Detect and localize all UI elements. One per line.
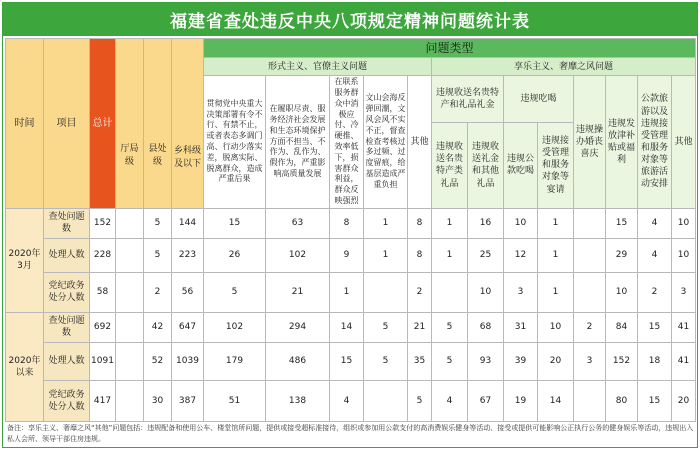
header-level-xiang (172, 39, 204, 209)
cell-value: 84 (606, 312, 638, 342)
table-row (6, 272, 696, 312)
cell-value: 5 (432, 312, 468, 342)
statistics-table-panel (2, 2, 698, 448)
header-hedonism-col-travel: 公款旅游以及违规接受管理和服务对象等旅游活动安排 (638, 76, 672, 209)
header-formalism-group: 形式主义、官僚主义问题 (204, 58, 432, 76)
header-hedonism-col-allowance: 违规发放津补贴或福利 (606, 76, 638, 209)
cell-value: 1 (538, 238, 574, 272)
cell-value: 692 (90, 312, 116, 342)
header-level-xian (144, 39, 172, 209)
header-hedonism-col-other: 其他 (672, 76, 696, 209)
header-gift-col-specialty: 违规收送名贵特产类礼品 (432, 123, 468, 209)
cell-value: 30 (144, 380, 172, 421)
cell-value: 15 (204, 208, 266, 238)
cell-value: 29 (606, 238, 638, 272)
cell-value: 10 (504, 208, 538, 238)
cell-value (116, 312, 144, 342)
table-row (6, 312, 696, 342)
cell-value: 5 (204, 272, 266, 312)
table-title: 福建省查处违反中央八项规定精神问题统计表 (3, 3, 697, 36)
cell-value: 3 (574, 342, 606, 380)
cell-value: 4 (638, 238, 672, 272)
cell-value (432, 272, 468, 312)
header-level-xiang-label: 乡科级及以下 (173, 146, 201, 169)
cell-value: 144 (172, 208, 204, 238)
cell-value: 9 (330, 238, 364, 272)
cell-value (574, 208, 606, 238)
cell-value: 21 (408, 312, 432, 342)
cell-value: 102 (266, 238, 330, 272)
cell-value: 5 (364, 342, 408, 380)
header-dining-col-public: 违规公款吃喝 (504, 123, 538, 209)
cell-value: 4 (330, 380, 364, 421)
cell-value: 5 (408, 380, 432, 421)
cell-value: 8 (330, 208, 364, 238)
cell-value (574, 272, 606, 312)
cell-value (116, 208, 144, 238)
cell-value: 10 (672, 208, 696, 238)
cell-value: 294 (266, 312, 330, 342)
table-row (6, 380, 696, 421)
cell-value: 228 (90, 238, 116, 272)
header-dining-col-banquet: 违规接受管理和服务对象等宴请 (538, 123, 574, 209)
row-item-label: 党纪政务处分人数 (44, 272, 90, 312)
table-row (6, 238, 696, 272)
cell-value: 18 (638, 342, 672, 380)
cell-value: 20 (672, 380, 696, 421)
cell-value: 15 (638, 380, 672, 421)
cell-value (364, 272, 408, 312)
header-formalism-col-4: 文山会海反弹回潮，文风会风不实不正，督查检查考核过多过频、过度留痕，给基层造成严重负担 (364, 76, 408, 209)
cell-value: 15 (330, 342, 364, 380)
cell-value: 2 (574, 312, 606, 342)
header-formalism-col-1: 贯彻党中央重大决策部署有令不行、有禁不止，或者表态多调门高、行动少落实差，脱离实际、脱离群众，造成严重后果 (204, 76, 266, 209)
header-item: 项目 (44, 39, 90, 209)
cell-value (574, 380, 606, 421)
cell-value (116, 272, 144, 312)
cell-value: 56 (172, 272, 204, 312)
cell-value: 1 (364, 208, 408, 238)
header-problem-type: 问题类型 (204, 39, 696, 58)
cell-value: 12 (504, 238, 538, 272)
cell-value: 14 (330, 312, 364, 342)
cell-value: 93 (468, 342, 504, 380)
cell-value: 10 (538, 312, 574, 342)
cell-value: 5 (364, 312, 408, 342)
header-formalism-col-other: 其他 (408, 76, 432, 209)
cell-value: 387 (172, 380, 204, 421)
cell-value: 10 (672, 238, 696, 272)
row-item-label: 查处问题数 (44, 208, 90, 238)
header-gift-col-cash: 违规收送礼金和其他礼品 (468, 123, 504, 209)
cell-value: 2 (408, 272, 432, 312)
header-hedonism-col-wedding: 违规操办婚丧喜庆 (574, 76, 606, 209)
row-item-label: 处理人数 (44, 238, 90, 272)
header-level-ting (116, 39, 144, 209)
table-row (6, 208, 696, 238)
cell-value: 41 (672, 342, 696, 380)
header-time: 时间 (6, 39, 44, 209)
cell-value (116, 238, 144, 272)
cell-value: 5 (432, 342, 468, 380)
cell-value: 5 (144, 208, 172, 238)
cell-value: 1039 (172, 342, 204, 380)
row-item-label: 处理人数 (44, 342, 90, 380)
cell-value: 52 (144, 342, 172, 380)
cell-value: 1 (432, 238, 468, 272)
statistics-table (5, 38, 696, 422)
cell-value: 1 (364, 238, 408, 272)
cell-value: 14 (538, 380, 574, 421)
cell-value: 5 (144, 238, 172, 272)
cell-value (574, 238, 606, 272)
cell-value: 8 (408, 208, 432, 238)
cell-value: 2 (144, 272, 172, 312)
cell-value (364, 380, 408, 421)
cell-value: 67 (468, 380, 504, 421)
cell-value: 16 (468, 208, 504, 238)
cell-value: 1091 (90, 342, 116, 380)
cell-value: 21 (266, 272, 330, 312)
cell-value: 3 (504, 272, 538, 312)
cell-value: 35 (408, 342, 432, 380)
cell-value: 15 (606, 208, 638, 238)
cell-value: 152 (606, 342, 638, 380)
cell-value: 102 (204, 312, 266, 342)
cell-value: 10 (606, 272, 638, 312)
cell-value: 42 (144, 312, 172, 342)
cell-value: 10 (468, 272, 504, 312)
cell-value (116, 342, 144, 380)
cell-value: 1 (432, 208, 468, 238)
cell-value (116, 380, 144, 421)
cell-value: 223 (172, 238, 204, 272)
header-gift-group: 违规收送名贵特产和礼品礼金 (432, 76, 504, 123)
cell-value: 417 (90, 380, 116, 421)
cell-value: 31 (504, 312, 538, 342)
cell-value: 68 (468, 312, 504, 342)
cell-value: 138 (266, 380, 330, 421)
header-level-ting-label: 厅局级 (120, 144, 139, 167)
cell-value: 2 (638, 272, 672, 312)
cell-value: 19 (504, 380, 538, 421)
table-footnote: 备注：享乐主义、奢靡之风“其他”问题包括：违规配备和使用公车、楼堂馆所问题，提供或接受超标准接待，组织或参加用公款支付的高消费娱乐健身等活动、接受或提供可能影响公正执行公务的健身娱乐等活动，违规出入私人会所、领导干部住房违规。 (7, 424, 694, 443)
header-formalism-col-2: 在履职尽责、服务经济社会发展和生态环境保护方面不担当、不作为、乱作为、假作为，严重影响高质量发展 (266, 76, 330, 209)
cell-value: 1 (538, 208, 574, 238)
header-level-xian-label: 县处级 (148, 144, 167, 167)
cell-value: 15 (638, 312, 672, 342)
cell-value: 20 (538, 342, 574, 380)
cell-value: 39 (504, 342, 538, 380)
cell-value: 26 (204, 238, 266, 272)
cell-value: 4 (432, 380, 468, 421)
cell-value: 41 (672, 312, 696, 342)
header-dining-group: 违规吃喝 (504, 76, 574, 123)
cell-value: 1 (538, 272, 574, 312)
period-label: 2020年3月 (6, 208, 44, 312)
period-label: 2020年以来 (6, 312, 44, 421)
row-item-label: 党纪政务处分人数 (44, 380, 90, 421)
header-formalism-col-3: 在联系服务群众中消极应付、冷硬推、效率低下，损害群众利益，群众反映强烈 (330, 76, 364, 209)
header-hedonism-group: 享乐主义、奢靡之风问题 (432, 58, 696, 76)
cell-value: 51 (204, 380, 266, 421)
cell-value: 63 (266, 208, 330, 238)
cell-value: 486 (266, 342, 330, 380)
cell-value: 4 (638, 208, 672, 238)
table-row (6, 342, 696, 380)
row-item-label: 查处问题数 (44, 312, 90, 342)
cell-value: 8 (408, 238, 432, 272)
cell-value: 1 (330, 272, 364, 312)
cell-value: 152 (90, 208, 116, 238)
cell-value: 3 (672, 272, 696, 312)
cell-value: 80 (606, 380, 638, 421)
cell-value: 58 (90, 272, 116, 312)
cell-value: 647 (172, 312, 204, 342)
cell-value: 25 (468, 238, 504, 272)
header-total: 总计 (90, 39, 116, 209)
cell-value: 179 (204, 342, 266, 380)
